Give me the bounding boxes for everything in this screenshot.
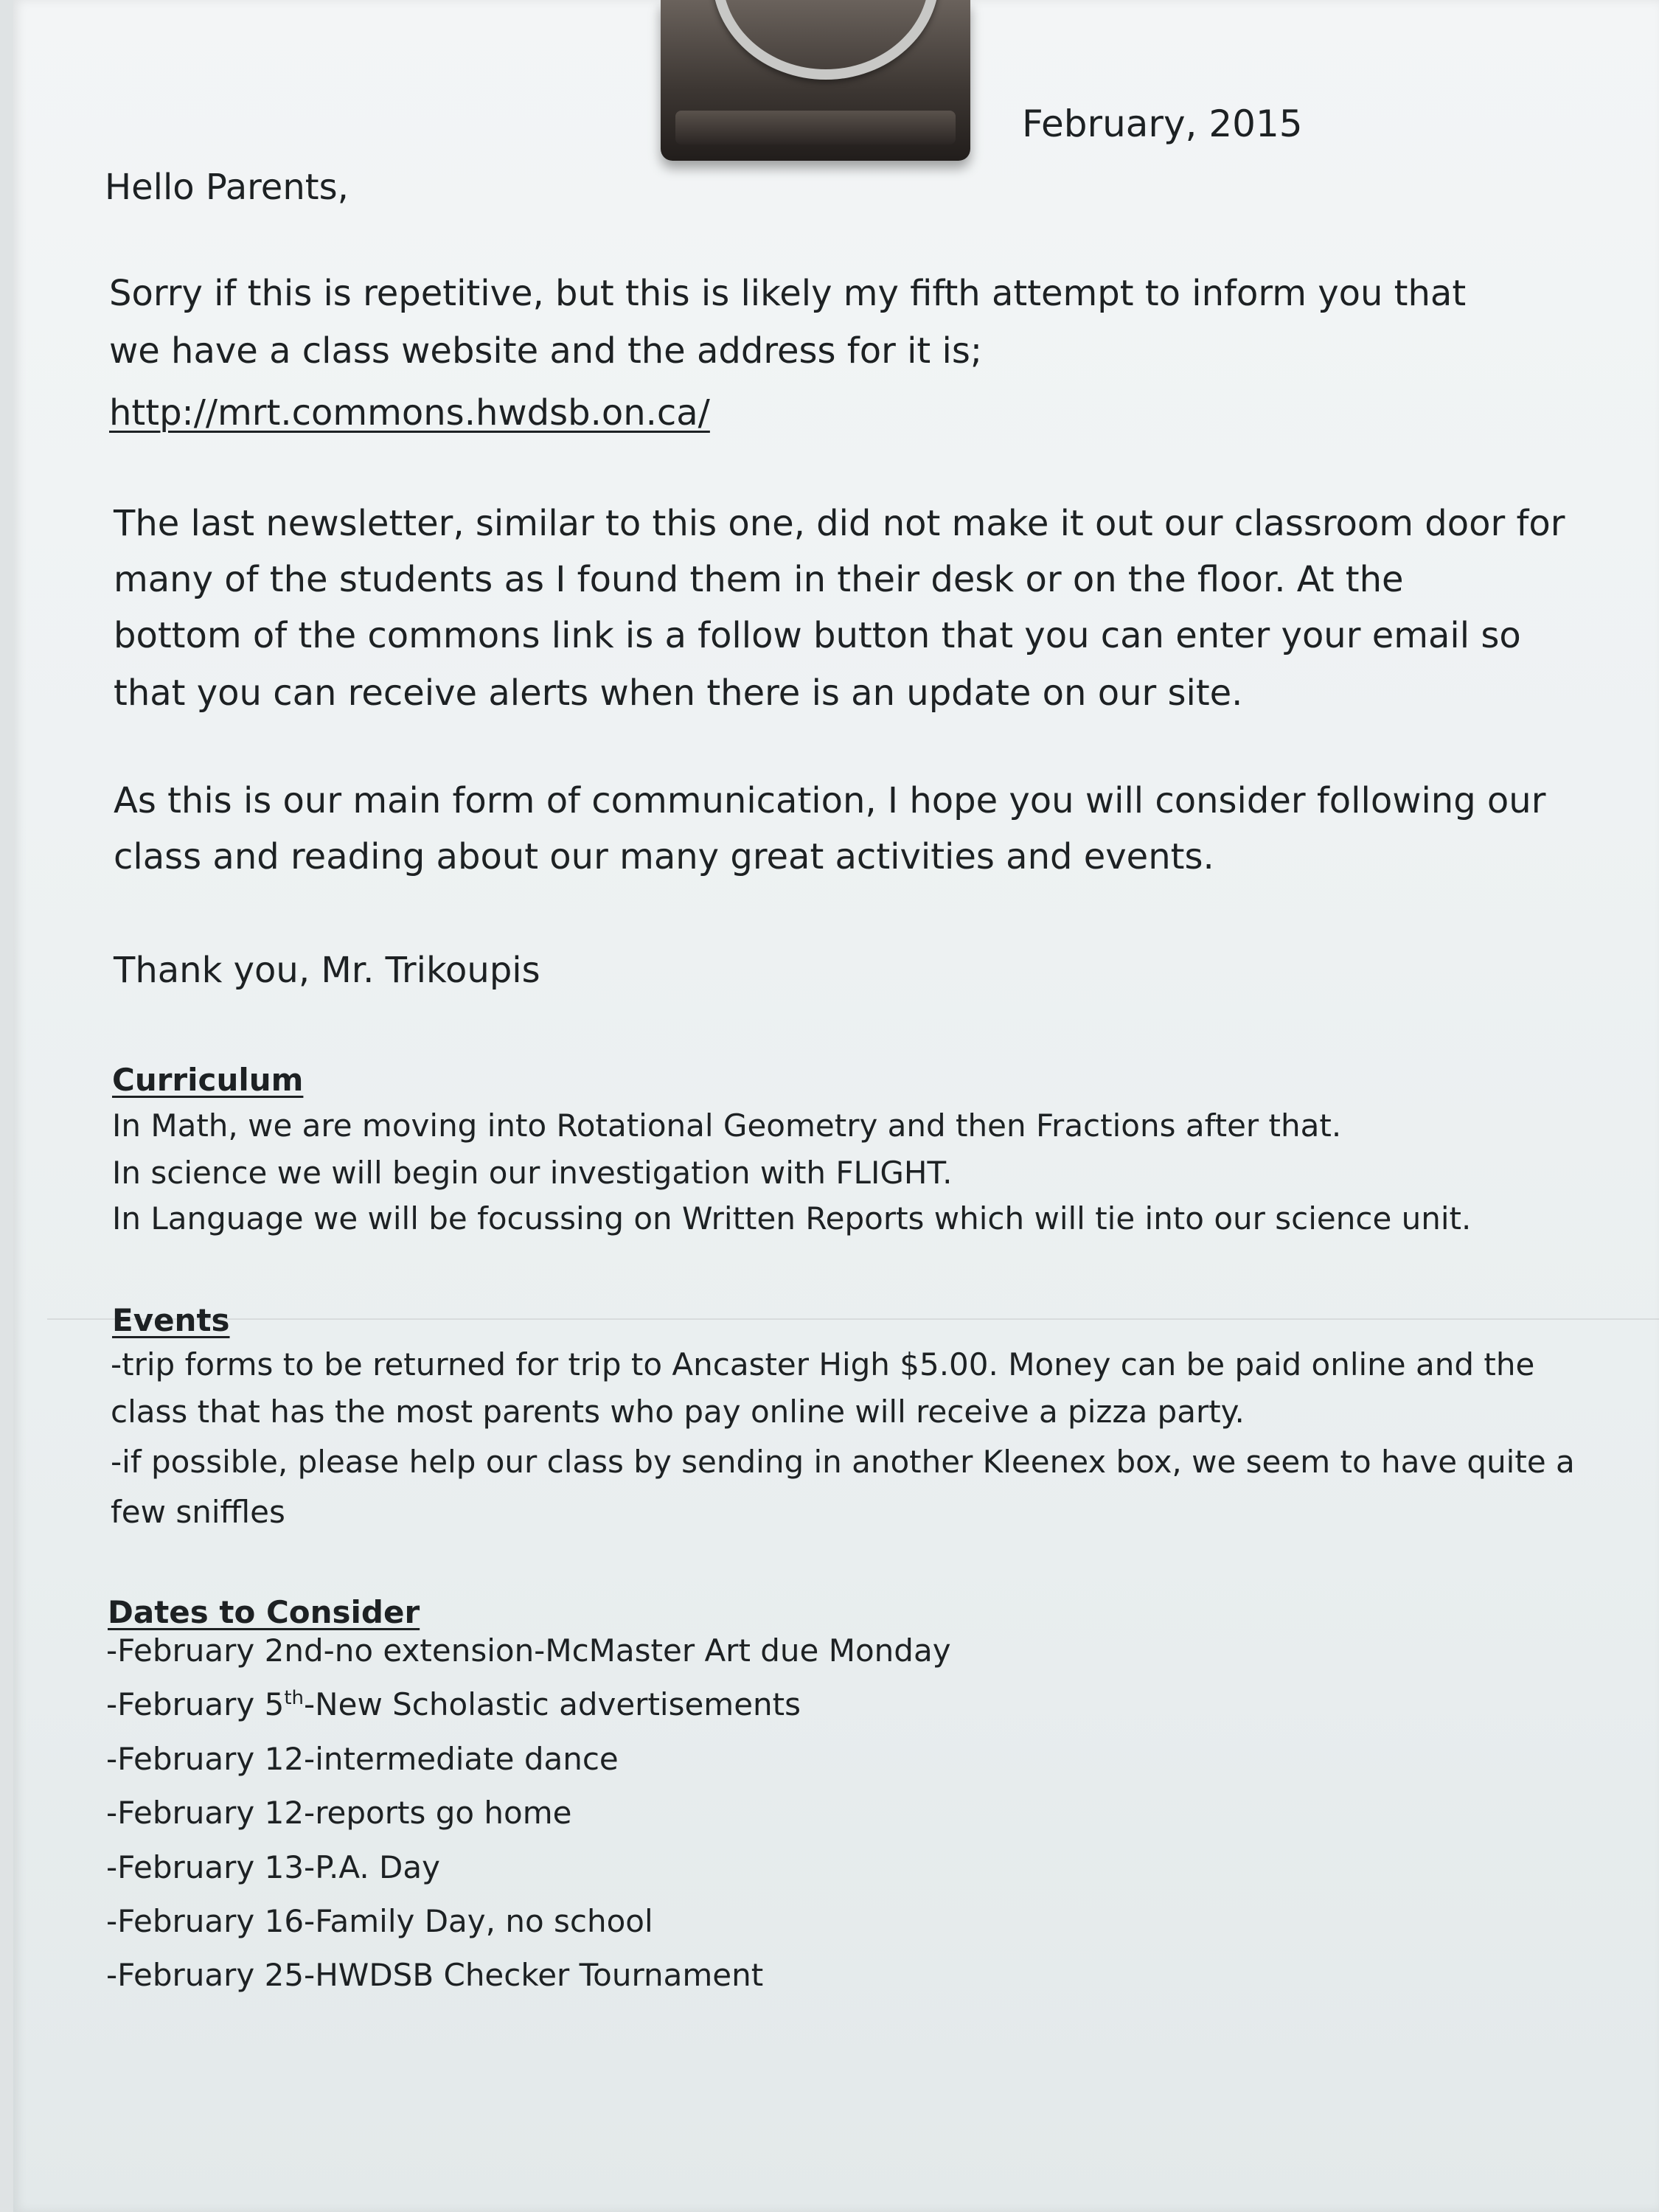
date-item-2-text: -February 5 [106,1686,285,1723]
events-heading: Events [112,1302,230,1338]
events-line-4: few sniffles [111,1494,285,1530]
date-item-5: -February 13-P.A. Day [106,1848,440,1885]
signoff: Thank you, Mr. Trikoupis [114,950,540,991]
dates-list [106,1632,951,1994]
date-item-6: -February 16-Family Day, no school [106,1902,653,1939]
paragraph-2-line-2: many of the students as I found them in their desk or on the floor. At the [114,559,1404,600]
events-line-1: -trip forms to be returned for trip to Ancaster High $5.00. Money can be paid online and the [111,1346,1535,1382]
paragraph-2-line-3: bottom of the commons link is a follow button that you can enter your email so [114,615,1521,656]
curriculum-math-line: In Math, we are moving into Rotational Geometry and then Fractions after that. [112,1107,1342,1144]
newsletter-date: February, 2015 [1022,102,1303,145]
dates-heading: Dates to Consider [108,1594,420,1630]
date-item-2 [106,1686,951,1723]
paragraph-3-line-2: class and reading about our many great activities and events. [114,836,1214,877]
date-item-2-suffix: -New Scholastic advertisements [304,1686,801,1723]
curriculum-language-line: In Language we will be focussing on Written Reports which will tie into our science unit. [112,1200,1472,1237]
events-line-3: -if possible, please help our class by sending in another Kleenex box, we seem to have quite a [111,1444,1575,1480]
events-line-2: class that has the most parents who pay online will receive a pizza party. [111,1394,1245,1430]
date-item-2-superscript: th [284,1687,305,1710]
class-newsletter [13,0,1659,2212]
paragraph-3-line-1: As this is our main form of communication, I hope you will consider following our [114,780,1546,821]
greeting: Hello Parents, [105,167,349,208]
paper-clip-image [661,0,970,161]
date-item-7: -February 25-HWDSB Checker Tournament [106,1957,764,1994]
paragraph-1-line-1: Sorry if this is repetitive, but this is likely my fifth attempt to inform you that [109,273,1467,314]
paragraph-2-line-1: The last newsletter, similar to this one, did not make it out our classroom door for [114,503,1565,544]
paragraph-2-line-4: that you can receive alerts when there is an update on our site. [114,672,1243,714]
paragraph-1-line-2: we have a class website and the address for it is; [109,330,982,372]
curriculum-heading: Curriculum [112,1062,304,1098]
curriculum-science-line: In science we will begin our investigation with FLIGHT. [112,1155,953,1191]
clip-hinge [675,111,956,145]
date-item-3: -February 12-intermediate dance [106,1740,619,1777]
date-item-1: -February 2nd-no extension-McMaster Art due Monday [106,1632,951,1669]
class-website-link[interactable]: http://mrt.commons.hwdsb.on.ca/ [109,392,710,434]
date-item-4: -February 12-reports go home [106,1795,572,1832]
paper-fold-line [47,1318,1659,1320]
